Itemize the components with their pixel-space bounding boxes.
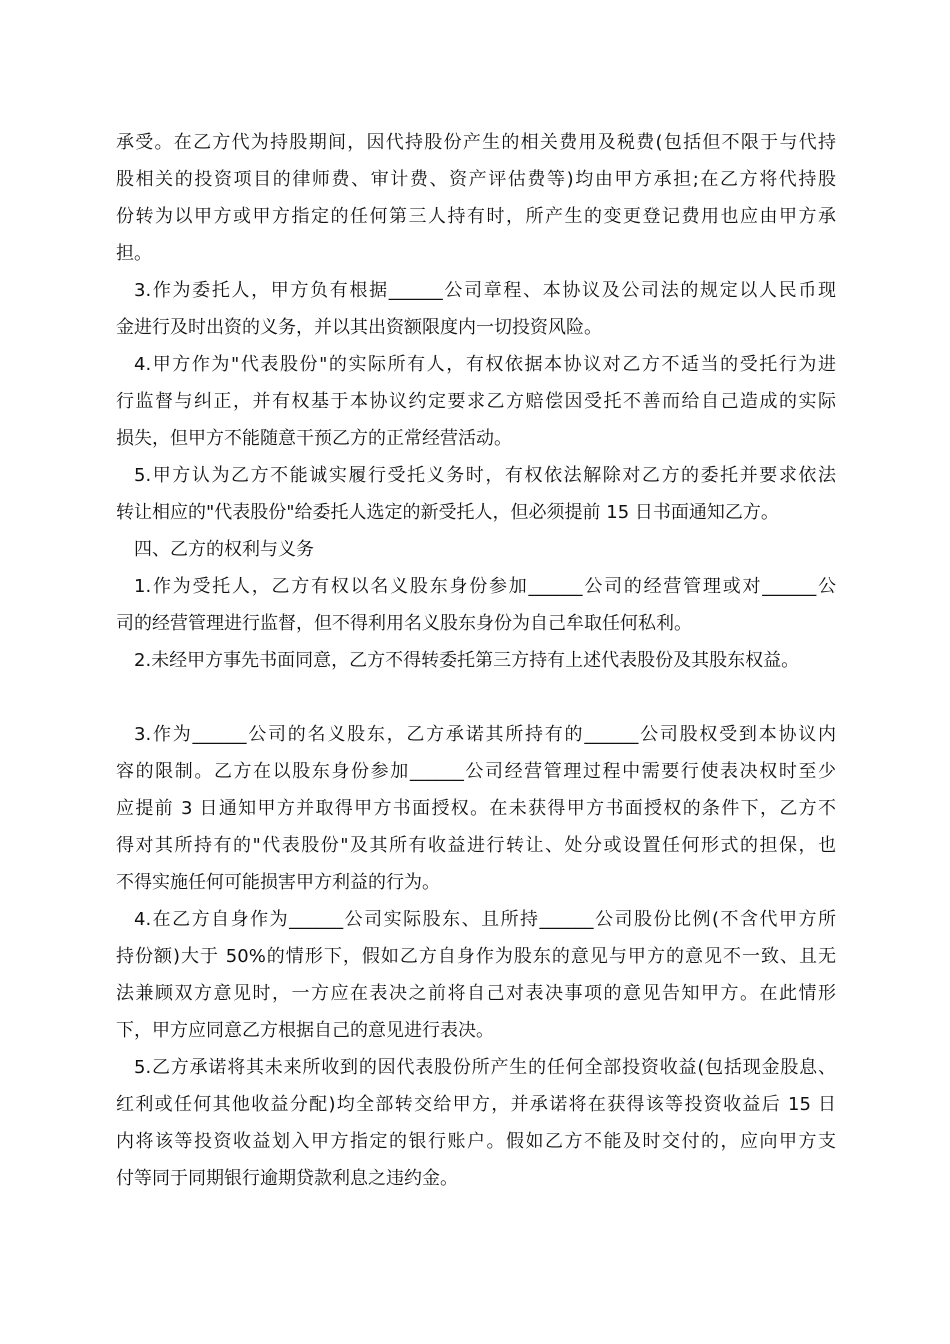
text-line: 5.乙方承诺将其未来所收到的因代表股份所产生的任何全部投资收益(包括现金股息、 — [134, 1057, 836, 1078]
text-line: 损失，但甲方不能随意干预乙方的正常经营活动。 — [116, 428, 512, 449]
text-line: 转让相应的"代表股份"给委托人选定的新受托人，但必须提前 15 日书面通知乙方。 — [116, 502, 779, 523]
text-line: 2.未经甲方事先书面同意，乙方不得转委托第三方持有上述代表股份及其股东权益。 — [134, 650, 800, 671]
text-line: 1.作为受托人，乙方有权以名义股东身份参加______公司的经营管理或对______公 — [134, 576, 836, 597]
text-line: 股相关的投资项目的律师费、审计费、资产评估费等)均由甲方承担;在乙方将代持股 — [116, 169, 836, 190]
text-line: 4.甲方作为"代表股份"的实际所有人，有权依据本协议对乙方不适当的受托行为进 — [134, 354, 836, 375]
text-line: 应提前 3 日通知甲方并取得甲方书面授权。在未获得甲方书面授权的条件下，乙方不 — [116, 798, 836, 819]
text-line: 4.在乙方自身作为______公司实际股东、且所持______公司股份比例(不含代甲方所 — [134, 909, 836, 930]
text-line: 承受。在乙方代为持股期间，因代持股份产生的相关费用及税费(包括但不限于与代持 — [116, 132, 836, 153]
text-line: 下，甲方应同意乙方根据自己的意见进行表决。 — [116, 1020, 494, 1041]
text-line: 行监督与纠正，并有权基于本协议约定要求乙方赔偿因受托不善而给自己造成的实际 — [116, 391, 836, 412]
text-line: 份转为以甲方或甲方指定的任何第三人持有时，所产生的变更登记费用也应由甲方承 — [116, 206, 836, 227]
text-line: 内将该等投资收益划入甲方指定的银行账户。假如乙方不能及时交付的，应向甲方支 — [116, 1131, 836, 1152]
text-line: 红利或任何其他收益分配)均全部转交给甲方，并承诺将在获得该等投资收益后 15 日 — [116, 1094, 836, 1115]
text-line: 付等同于同期银行逾期贷款利息之违约金。 — [116, 1168, 458, 1189]
text-line: 四、乙方的权利与义务 — [134, 539, 314, 560]
text-line: 容的限制。乙方在以股东身份参加______公司经营管理过程中需要行使表决权时至少 — [116, 761, 836, 782]
text-line: 司的经营管理进行监督，但不得利用名义股东身份为自己牟取任何私利。 — [116, 613, 692, 634]
document-body — [116, 124, 836, 1197]
text-line: 5.甲方认为乙方不能诚实履行受托义务时，有权依法解除对乙方的委托并要求依法 — [134, 465, 836, 486]
text-line: 金进行及时出资的义务，并以其出资额限度内一切投资风险。 — [116, 317, 602, 338]
text-line: 法兼顾双方意见时，一方应在表决之前将自己对表决事项的意见告知甲方。在此情形 — [116, 983, 836, 1004]
blank-line — [116, 679, 836, 716]
text-line: 担。 — [116, 243, 152, 264]
text-line: 3.作为______公司的名义股东，乙方承诺其所持有的______公司股权受到本协议内 — [134, 724, 836, 745]
text-line: 得对其所持有的"代表股份"及其所有收益进行转让、处分或设置任何形式的担保，也 — [116, 835, 836, 856]
text-line: 3.作为委托人，甲方负有根据______公司章程、本协议及公司法的规定以人民币现 — [134, 280, 836, 301]
text-line: 持份额)大于 50%的情形下，假如乙方自身作为股东的意见与甲方的意见不一致、且无 — [116, 946, 836, 967]
text-line: 不得实施任何可能损害甲方利益的行为。 — [116, 872, 440, 893]
